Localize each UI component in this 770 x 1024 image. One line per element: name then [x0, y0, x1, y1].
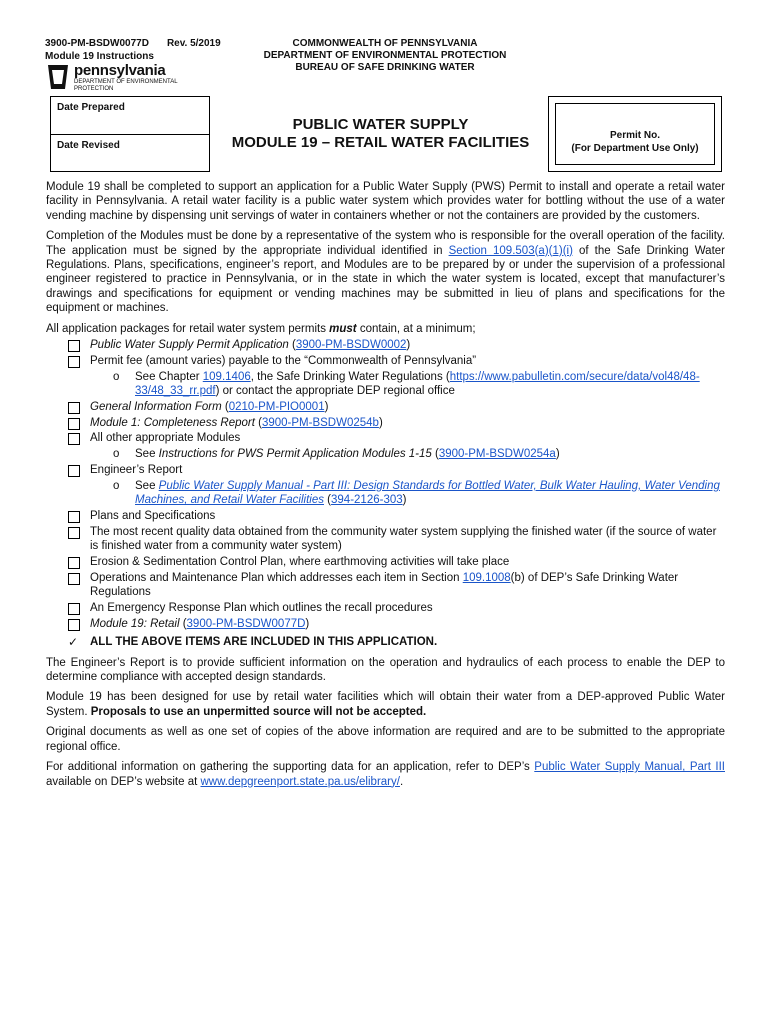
- dates-box: [50, 96, 210, 172]
- title-line-2: MODULE 19 – RETAIL WATER FACILITIES: [231, 134, 530, 151]
- list-item: [46, 354, 725, 368]
- additional-info-paragraph: [46, 760, 725, 789]
- requirements-checklist: [46, 338, 725, 650]
- elibrary-link[interactable]: www.depgreenport.state.pa.us/elibrary/: [200, 775, 400, 788]
- agency-header: [240, 38, 530, 74]
- item-label: The most recent quality data obtained from the community water system supplying the finished water (if the source of water is finished water from a community water system): [90, 525, 717, 553]
- revision: Rev. 5/2019: [166, 38, 221, 49]
- item-label: Module 19: Retail: [90, 617, 180, 630]
- instructions-body: [46, 180, 725, 795]
- bullet-icon: o: [113, 370, 120, 383]
- pennsylvania-logo: [46, 64, 186, 94]
- logo-department: DEPARTMENT OF ENVIRONMENTAL PROTECTION: [74, 79, 178, 92]
- checkbox[interactable]: [68, 573, 80, 585]
- agency-line-2: DEPARTMENT OF ENVIRONMENTAL PROTECTION: [263, 50, 507, 61]
- packages-text-a: All application packages for retail water system permits: [46, 322, 330, 335]
- additional-text-a: For additional information on gathering the supporting data for an application, refer to DEP’s: [46, 761, 535, 774]
- sub-text: ) or contact the appropriate DEP regional office: [215, 385, 455, 398]
- item-label: (b) of DEP’s Safe Drinking Water Regulations: [90, 571, 679, 599]
- bullet-icon: o: [113, 479, 120, 492]
- checkbox[interactable]: [68, 340, 80, 352]
- checkbox[interactable]: [68, 557, 80, 569]
- form-link[interactable]: 0210-PM-PIO0001: [228, 400, 325, 413]
- additional-text-b: available on DEP’s website at: [46, 775, 201, 788]
- section-link[interactable]: 109.1008: [462, 571, 511, 584]
- form-identifier: [45, 37, 221, 63]
- completion-text-a: Completion of the Modules must be done by a representative of the system who is responsible for the overall operation of the facility. The application must be signed by the appropriate individual identified in: [46, 230, 725, 257]
- date-revised-field[interactable]: [51, 134, 209, 171]
- checkbox[interactable]: [68, 511, 80, 523]
- paren: ): [402, 494, 407, 507]
- item-label: Engineer’s Report: [90, 464, 183, 477]
- paren: ): [406, 339, 411, 352]
- list-item: [46, 463, 725, 477]
- confirm-label: ALL THE ABOVE ITEMS ARE INCLUDED IN THIS APPLICATION.: [90, 636, 438, 649]
- form-link[interactable]: 3900-PM-BSDW0254b: [261, 416, 379, 429]
- list-item: [46, 617, 725, 631]
- module19-text: Module 19 has been designed for use by retail water facilities which will obtain their water from a DEP-approved Public Water System.: [46, 691, 725, 718]
- engineer-report-paragraph: The Engineer’s Report is to provide sufficient information on the operation and hydraulics of each process to enable the DEP to determine compliance with accepted design standards.: [46, 656, 725, 684]
- confirm-item: [46, 635, 725, 649]
- pabulletin-link[interactable]: https://www.pabulletin.com/secure/data/vol48/48-33/48_33_rr.pdf: [135, 370, 700, 398]
- originals-paragraph: Original documents as well as one set of copies of the above information are required and are to be submitted to the appropriate regional office.: [46, 726, 725, 753]
- sub-text: , the Safe Drinking Water Regulations (: [250, 370, 450, 383]
- checkbox[interactable]: [68, 418, 80, 430]
- sub-item: [46, 370, 725, 399]
- bullet-icon: o: [113, 448, 120, 461]
- section-link[interactable]: Section 109.503(a)(1)(i): [448, 244, 573, 257]
- checkbox[interactable]: [68, 465, 80, 477]
- checkbox[interactable]: [68, 603, 80, 615]
- paren: (: [221, 400, 229, 413]
- permit-note: (For Department Use Only): [571, 143, 699, 154]
- checkmark-icon[interactable]: ✓: [68, 635, 79, 650]
- sub-text: See: [135, 448, 159, 461]
- list-item: [46, 338, 725, 352]
- additional-text-c: .: [399, 775, 404, 788]
- completion-text-b: of the Safe Drinking Water Regulations. Plans, specifications, engineer’s report, and Modules are to be prepared by or under the supervision of a professional engineer registered to practice in Pennsylvania, or in the state in which the water system is located, except that manufacturer’s drawings and specifications for equipment or vending machines may be submitted in lieu of plans and specifications for the equipment or machines.: [46, 244, 726, 315]
- permit-label: Permit No.: [609, 130, 660, 141]
- paren: (: [254, 416, 262, 429]
- item-label: Permit fee (amount varies) payable to the “Commonwealth of Pennsylvania”: [90, 354, 477, 367]
- sub-text: See: [135, 479, 159, 492]
- packages-text-b: contain, at a minimum;: [356, 322, 476, 335]
- item-label: Module 1: Completeness Report: [90, 416, 255, 429]
- logo-name: pennsylvania: [74, 62, 166, 79]
- manual-link[interactable]: Public Water Supply Manual - Part III: Design Standards for Bottled Water, Bulk Water Hauling, Water Vending Machines, and Retail Water Facilities: [135, 479, 720, 507]
- completion-paragraph: [46, 229, 725, 315]
- form-id: 3900-PM-BSDW0077D: [45, 38, 149, 49]
- paren: (: [431, 448, 439, 461]
- item-label: Public Water Supply Permit Application: [90, 339, 289, 352]
- list-item: [46, 525, 725, 554]
- sub-item: [46, 479, 725, 508]
- manual-link[interactable]: Public Water Supply Manual, Part III: [534, 761, 725, 774]
- item-label: All other appropriate Modules: [90, 432, 241, 445]
- item-label: Plans and Specifications: [90, 510, 216, 523]
- manual-number-link[interactable]: 394-2126-303: [331, 494, 403, 507]
- paren: ): [305, 617, 310, 630]
- module-line: Module 19 Instructions: [45, 51, 154, 62]
- paren: ): [378, 416, 383, 429]
- item-label: General Information Form: [90, 400, 222, 413]
- module19-paragraph: [46, 690, 725, 719]
- checkbox[interactable]: [68, 356, 80, 368]
- list-item: [46, 400, 725, 414]
- sub-italic: Instructions for PWS Permit Application Modules 1-15: [158, 448, 432, 461]
- checkbox[interactable]: [68, 619, 80, 631]
- packages-paragraph: [46, 322, 725, 336]
- agency-line-1: COMMONWEALTH OF PENNSYLVANIA: [292, 38, 478, 49]
- title-line-1: PUBLIC WATER SUPPLY: [292, 116, 469, 133]
- chapter-link[interactable]: 109.1406: [202, 370, 251, 383]
- paren: ): [324, 400, 329, 413]
- keystone-icon: [46, 64, 70, 90]
- agency-line-3: BUREAU OF SAFE DRINKING WATER: [295, 62, 475, 73]
- permit-box: [548, 96, 722, 172]
- date-revised-label: Date Revised: [57, 140, 120, 151]
- form-link[interactable]: 3900-PM-BSDW0002: [295, 339, 407, 352]
- module19-bold: Proposals to use an unpermitted source will not be accepted.: [90, 705, 427, 718]
- form-link[interactable]: 3900-PM-BSDW0254a: [438, 448, 556, 461]
- paren: (: [288, 339, 296, 352]
- permit-number-field[interactable]: [555, 103, 715, 165]
- paren: ): [555, 448, 560, 461]
- item-label: Operations and Maintenance Plan which addresses each item in Section: [90, 571, 463, 584]
- form-link[interactable]: 3900-PM-BSDW0077D: [186, 617, 306, 630]
- paren: (: [179, 617, 187, 630]
- date-prepared-label: Date Prepared: [57, 102, 125, 113]
- sub-item: [46, 447, 725, 461]
- item-label: An Emergency Response Plan which outlines the recall procedures: [90, 602, 433, 615]
- item-label: Erosion & Sedimentation Control Plan, where earthmoving activities will take place: [90, 556, 510, 569]
- list-item: [46, 509, 725, 523]
- checkbox[interactable]: [68, 433, 80, 445]
- list-item: [46, 416, 725, 430]
- intro-paragraph: Module 19 shall be completed to support an application for a Public Water Supply (PWS) Permit to install and operate a retail water facility in Pennsylvania. A retail water facility is a public water system which provides water for bottling without the use of a water vending machine by dispensing unit servings of water in containers whether or not the containers are provided by the customers.: [46, 181, 725, 222]
- list-item: [46, 555, 725, 569]
- list-item: [46, 601, 725, 615]
- list-item: [46, 431, 725, 445]
- paren: (: [323, 494, 332, 507]
- sub-text: See Chapter: [135, 370, 203, 383]
- checkbox[interactable]: [68, 402, 80, 414]
- page-title: [214, 116, 547, 152]
- list-item: [46, 571, 725, 600]
- packages-emphasis: must: [329, 322, 357, 335]
- checkbox[interactable]: [68, 527, 80, 539]
- date-prepared-field[interactable]: [51, 97, 209, 134]
